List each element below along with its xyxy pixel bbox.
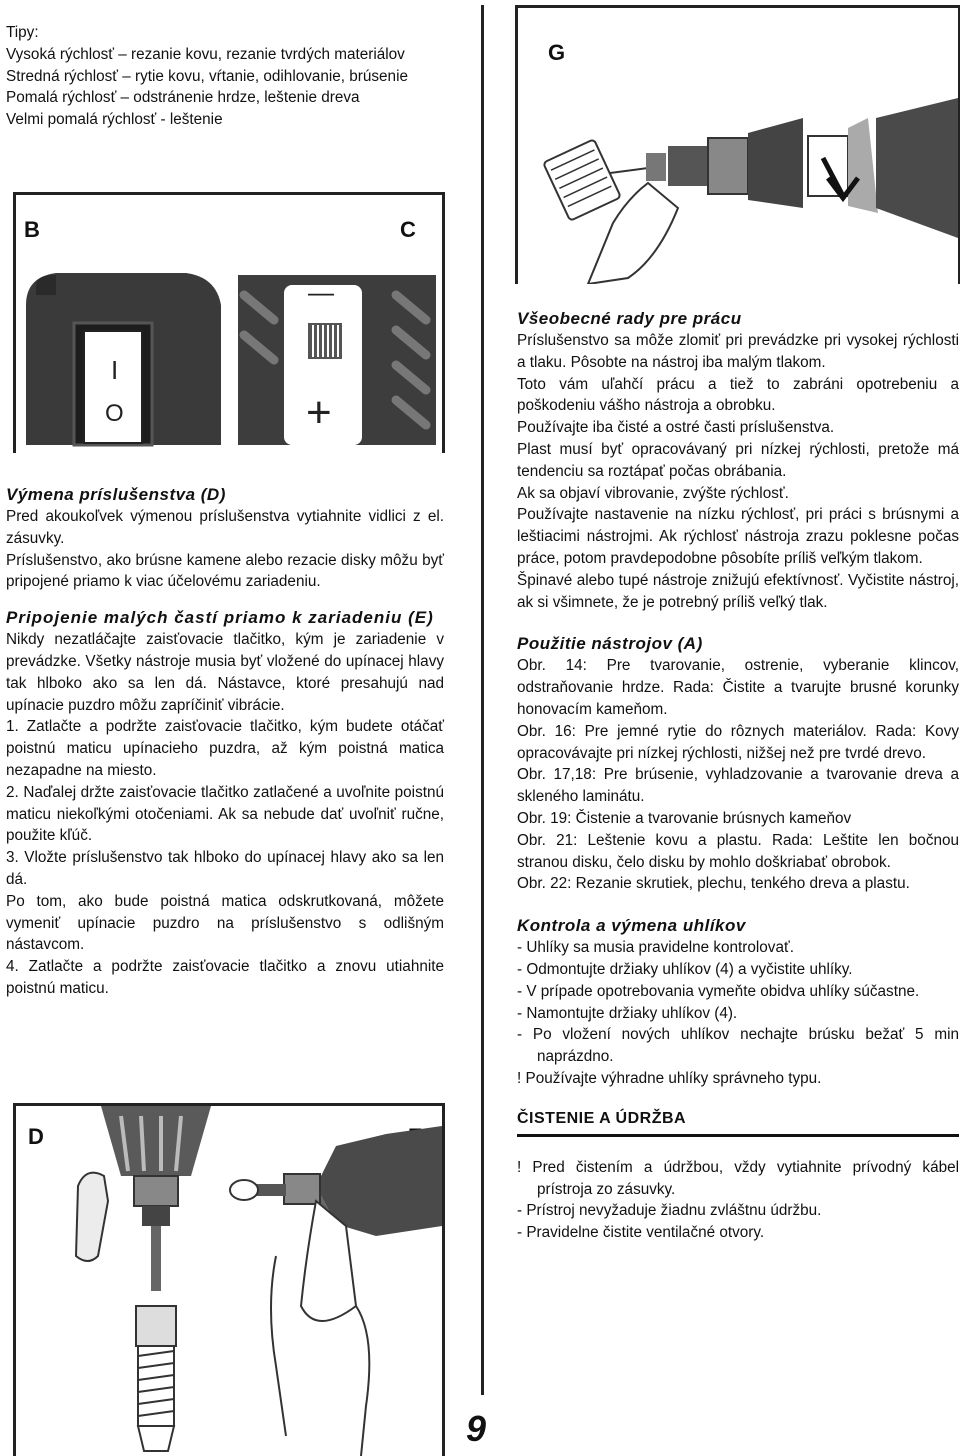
figure-g (515, 5, 960, 284)
tips-line-2: Stredná rýchlosť – rytie kovu, vŕtanie, odihlovanie, brúsenie (6, 67, 408, 85)
general-p5: Ak sa objaví vibrovanie, zvýšte rýchlosť. (517, 484, 789, 502)
cleaning-list (517, 1157, 959, 1244)
right-text (517, 308, 959, 1244)
general-p1: Príslušenstvo sa môže zlomiť pri prevádzke pri vysokej rýchlosti a tlaku. Pôsobte na nástroj iba malým tlakom. (517, 332, 959, 371)
step-3: 3. Vložte príslušenstvo tak hlboko do upínacej hlavy ako sa len dá. (6, 849, 444, 888)
section-title-brushes: Kontrola a výmena uhlíkov (517, 916, 746, 936)
list-item: - Po vložení nových uhlíkov nechajte brúsku bežať 5 min naprázdno. (517, 1026, 959, 1066)
list-item: - V prípade opotrebovania vymeňte obidva uhlíky súčastne. (517, 982, 920, 1000)
tools-p3: Obr. 17,18: Pre brúsenie, vyhladzovanie a tvarovanie dreva a skleného laminátu. (517, 766, 959, 806)
figure-b-label: B (24, 217, 40, 242)
switch-illustration (16, 195, 442, 453)
speed-minus-symbol: — (308, 277, 334, 307)
figure-c-label: C (400, 217, 416, 242)
connect-p1: Nikdy nezatláčajte zaisťovacie tlačitko, kým je zariadenie v prevádzke. Všetky nástroje musia byť vložené do upínacej hlavy tak hlboko ako sa len dá. Nástavce, ktoré presahujú nad upínacie puzdro môžu zapríčiniť vibrácie. (6, 631, 444, 714)
switch-off-symbol: O (105, 400, 124, 427)
section-title-tools: Použitie nástrojov (A) (517, 634, 703, 654)
tips-line-3: Pomalá rýchlosť – odstránenie hrdze, leštenie dreva (6, 89, 360, 107)
replace-p1: Pred akoukoľvek výmenou príslušenstva vytiahnite vidlici z el. zásuvky. (6, 508, 444, 547)
tips-block (6, 22, 446, 131)
figure-d-label: D (28, 1124, 44, 1149)
replace-p2: Príslušenstvo, ako brúsne kamene alebo rezacie disky môžu byť pripojené priamo k viac účelovému zariadeniu. (6, 551, 444, 591)
general-p6: Používajte nastavenie na nízku rýchlosť, pri práci s brúsnymi a leštiacimi nástrojmi. Ak rýchlosť nástroja zrazu poklesne počas práce, potom pravdepodobne pôsobíte príliš veľkým tlakom. (517, 506, 959, 567)
tools-p2: Obr. 16: Pre jemné rytie do rôznych materiálov. Rada: Kovy opracovávajte pri nízkej rýchlosti, nižšej než pre tvrdé drevo. (517, 722, 959, 762)
speed-plus-symbol: + (306, 388, 332, 437)
section-title-general: Všeobecné rady pre prácu (517, 309, 742, 328)
tools-p1: Obr. 14: Pre tvarovanie, ostrenie, vyberanie klincov, odstraňovanie hrdze. Rada: Čistite a tvarujte brusné korunky honovacím kameňom. (517, 657, 959, 718)
list-item: - Odmontujte držiaky uhlíkov (4) a vyčistite uhlíky. (517, 960, 853, 978)
list-item: - Uhlíky sa musia pravidelne kontrolovať. (517, 939, 794, 957)
list-item: - Prístroj nevyžaduje žiadnu zvláštnu údržbu. (517, 1202, 822, 1220)
step-3b: Po tom, ako bude poistná matica odskrutkovaná, môžete vymeniť upínacie puzdro na príslušenstvo s odlišným nástavcom. (6, 892, 444, 954)
tools-p6: Obr. 22: Rezanie skrutiek, plechu, tenkého dreva a plastu. (517, 875, 910, 893)
step-1: 1. Zatlačte a podržte zaisťovacie tlačitko, kým budete otáčať poistnú maticu upínacieho puzdra, až kým poistná matica nezapadne na miesto. (6, 718, 444, 779)
list-item: ! Používajte výhradne uhlíky správneho typu. (517, 1069, 822, 1087)
tips-line-4: Velmi pomalá rýchlosť - leštenie (6, 111, 223, 129)
general-p2: Toto vám uľahčí prácu a tiež to zabráni opotrebeniu a poškodeniu vášho nástroja a obrobku. (517, 375, 959, 415)
page-number: 9 (466, 1408, 487, 1449)
tips-line-1: Vysoká rýchlosť – rezanie kovu, rezanie tvrdých materiálov (6, 45, 405, 63)
section-title-connect: Pripojenie malých častí priamo k zariadeniu (E) (6, 608, 434, 628)
tips-title: Tipy: (6, 24, 39, 41)
tools-p5: Obr. 21: Leštenie kovu a plastu. Rada: Leštite len bočnou stranou disku, čelo disku by mohlo doškriabať obrobok. (517, 831, 959, 871)
section-title-cleaning: ČISTENIE A ÚDRŽBA (517, 1110, 959, 1137)
tools-p4: Obr. 19: Čistenie a tvarovanie brúsnych kameňov (517, 809, 852, 827)
column-divider (481, 5, 484, 1395)
figure-g-label: G (548, 40, 566, 65)
step-2: 2. Naďalej držte zaisťovacie tlačitko zatlačené a uvoľnite poistnú maticu niekoľkými otočeniami. Ak sa nebude dať uvoľniť ručne, použite kľúč. (6, 783, 444, 845)
collet-nut-illustration (518, 8, 958, 284)
accessory-illustration (16, 1106, 442, 1456)
general-p4: Plast musí byť opracovávaný pri nízkej rýchlosti, pretože má tendenciu sa roztápať počas obrábania. (517, 440, 959, 480)
figure-de (13, 1103, 445, 1456)
section-title-replace: Výmena príslušenstva (D) (6, 485, 226, 504)
list-item: ! Pred čistením a údržbou, vždy vytiahnite prívodný kábel prístroja zo zásuvky. (517, 1158, 959, 1198)
step-4: 4. Zatlačte a podržte zaisťovacie tlačitko a znovu utiahnite poistnú maticu. (6, 958, 444, 997)
list-item: - Namontujte držiaky uhlíkov (4). (517, 1004, 738, 1022)
list-item: - Pravidelne čistite ventilačné otvory. (517, 1224, 765, 1242)
switch-on-symbol: I (111, 355, 119, 385)
brushes-list (517, 937, 959, 1090)
general-p3: Používajte iba čisté a ostré časti príslušenstva. (517, 419, 835, 437)
left-text (6, 484, 444, 1000)
general-p7: Špinavé alebo tupé nástroje znižujú efektívnosť. Vyčistite nástroj, ak si všimnete, že je potrebný príliš veľký tlak. (517, 571, 959, 611)
figure-bc (13, 192, 445, 453)
